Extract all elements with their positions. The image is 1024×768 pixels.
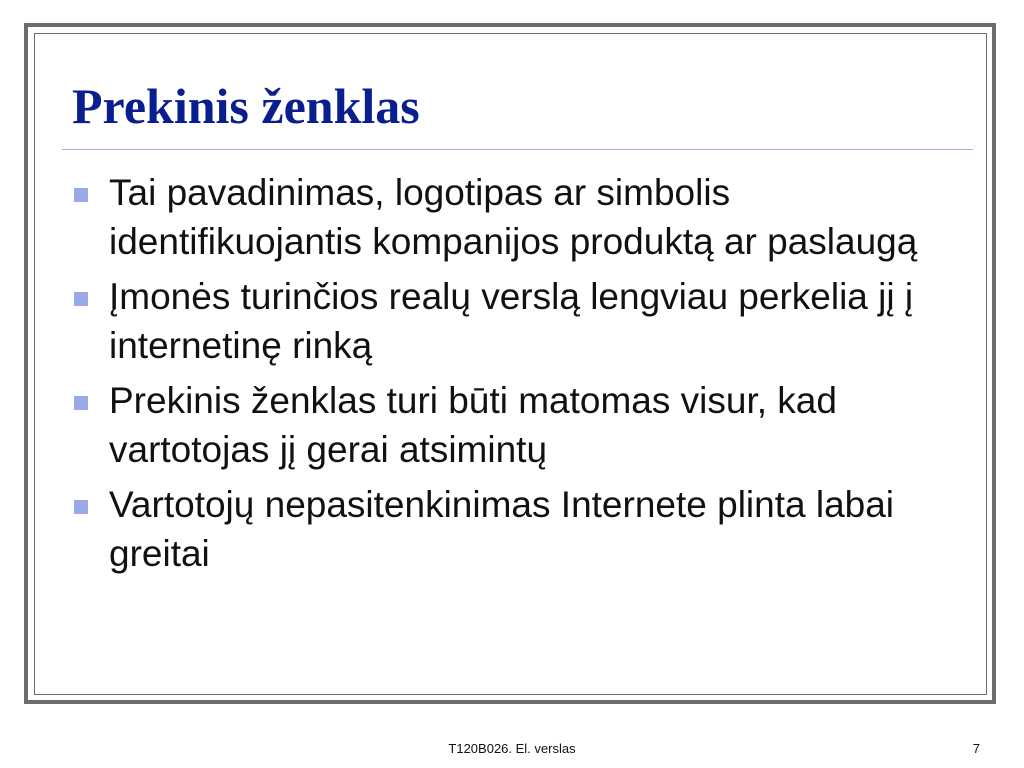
square-bullet-icon <box>74 188 88 202</box>
bullet-text: Vartotojų nepasitenkinimas Internete plinta labai greitai <box>109 484 895 574</box>
square-bullet-icon <box>74 500 88 514</box>
bullet-item <box>74 480 954 578</box>
bullet-text: Įmonės turinčios realų verslą lengviau perkelia jį į internetinę rinką <box>109 276 914 366</box>
footer-page-number: 7 <box>972 741 980 756</box>
slide-title: Prekinis ženklas <box>72 78 420 134</box>
square-bullet-icon <box>74 396 88 410</box>
bullet-text: Tai pavadinimas, logotipas ar simbolis identifikuojantis kompanijos produktą ar paslaugą <box>109 172 918 262</box>
bullet-text: Prekinis ženklas turi būti matomas visur, kad vartotojas jį gerai atsimintų <box>109 380 837 470</box>
bullet-item <box>74 272 954 370</box>
bullet-item <box>74 168 954 266</box>
square-bullet-icon <box>74 292 88 306</box>
bullet-list <box>74 168 954 584</box>
footer-course: T120B026. El. verslas <box>448 741 576 756</box>
bullet-item <box>74 376 954 474</box>
title-divider <box>62 149 973 150</box>
